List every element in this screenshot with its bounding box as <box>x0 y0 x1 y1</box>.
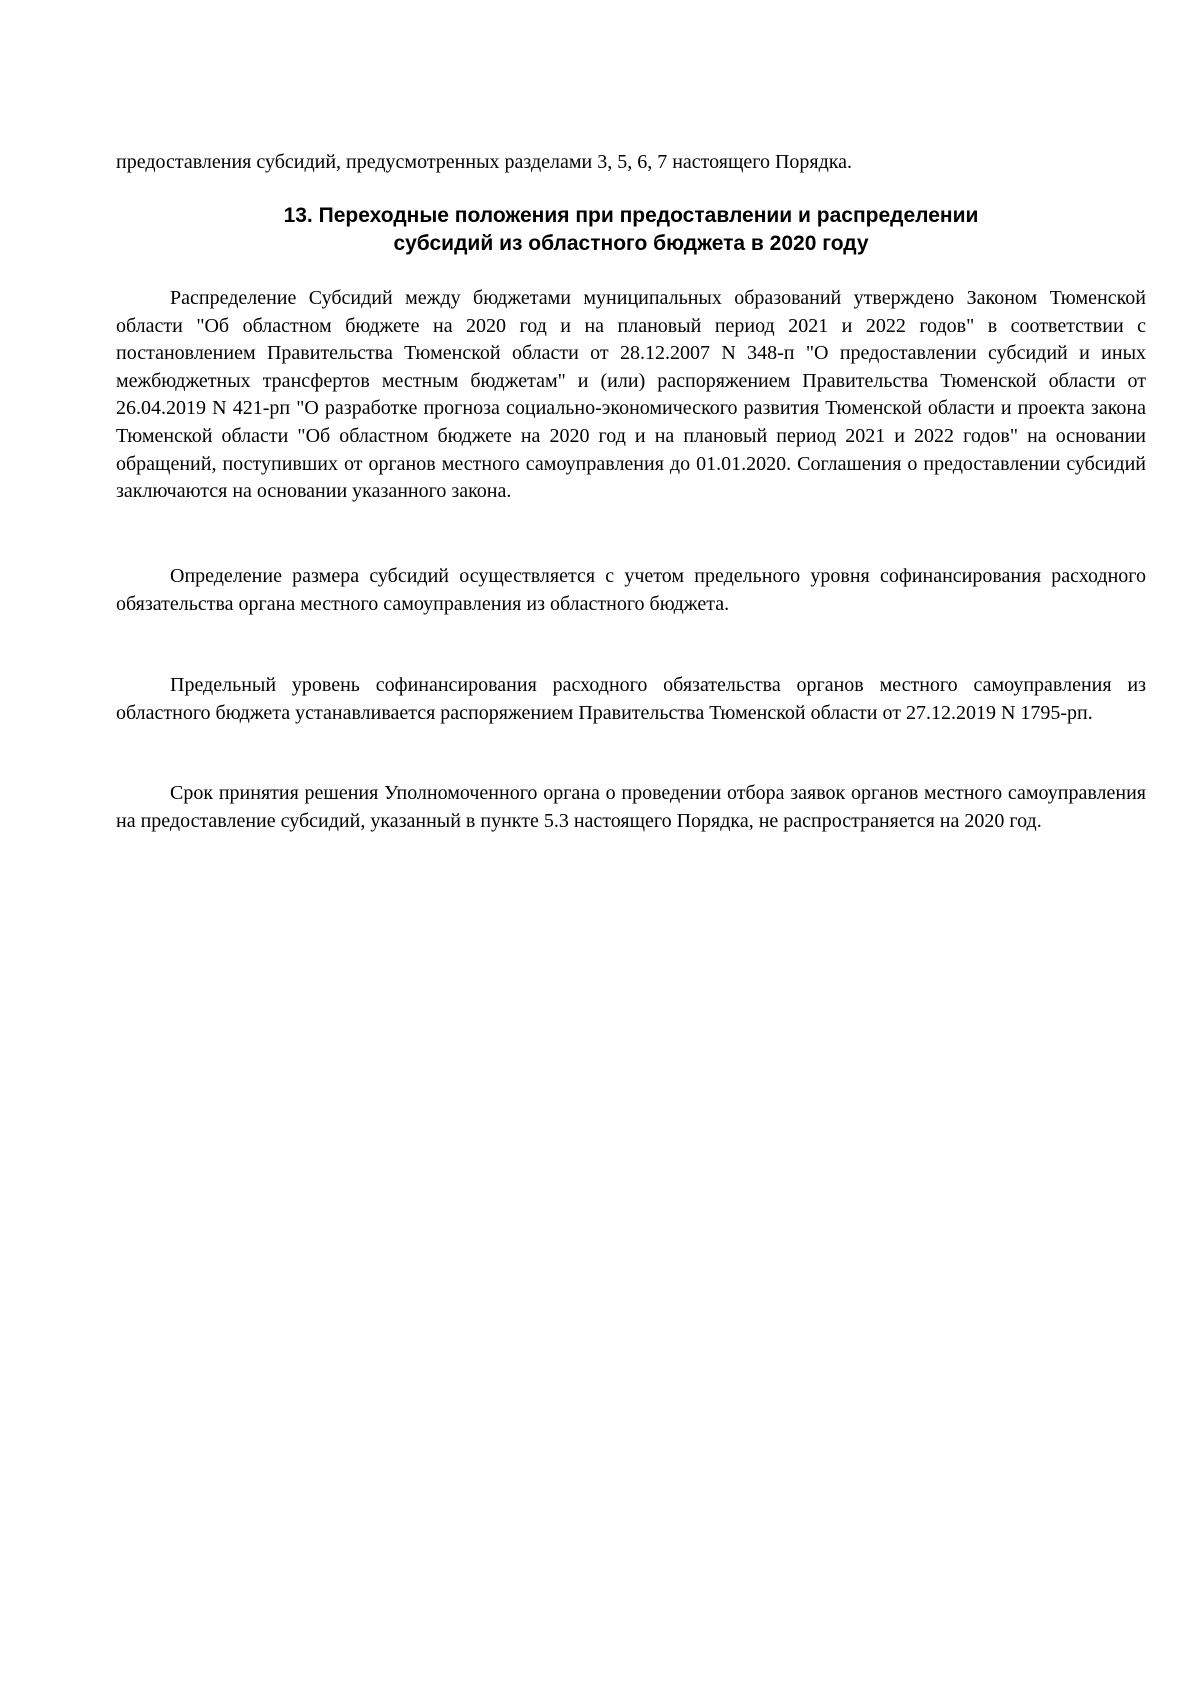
continuation-text-line: предоставления субсидий, предусмотренных разделами 3, 5, 6, 7 настоящего Порядка. <box>116 151 853 173</box>
section-heading-line-1: 13. Переходные положения при предоставлении и распределении <box>283 204 979 227</box>
paragraph-cofinancing-limit: Предельный уровень софинансирования расходного обязательства органов местного самоуправления из областного бюджета устанавливается распоряжением Правительства Тюменской области от 27.12.2019 N 1795-рп. <box>116 674 1146 724</box>
paragraph-decision-deadline: Срок принятия решения Уполномоченного органа о проведении отбора заявок органов местного самоуправления на предоставление субсидий, указанный в пункте 5.3 настоящего Порядка, не распространяется на 2020 год. <box>116 782 1146 832</box>
section-heading <box>116 202 1146 258</box>
paragraph-subsidy-distribution: Распределение Субсидий между бюджетами муниципальных образований утверждено Законом Тюменской области "Об областном бюджете на 2020 год и на плановый период 2021 и 2022 годов" в соответствии с постановлением Правительства Тюменской области от 28.12.2007 N 348-п "О предоставлении субсидий и иных межбюджетных трансфертов местным бюджетам" и (или) распоряжением Правительства Тюменской области от 26.04.2019 N 421-рп "О разработке прогноза социально-экономического развития Тюменской области и проекта закона Тюменской области "Об областном бюджете на 2020 год и на плановый период 2021 и 2022 годов" на основании обращений, поступивших от органов местного самоуправления до 01.01.2020. Соглашения о предоставлении субсидий заключаются на основании указанного закона. <box>116 287 1146 503</box>
section-heading-line-2: субсидий из областного бюджета в 2020 году <box>393 232 869 255</box>
paragraph-subsidy-size: Определение размера субсидий осуществляется с учетом предельного уровня софинансирования расходного обязательства органа местного самоуправления из областного бюджета. <box>116 565 1146 615</box>
